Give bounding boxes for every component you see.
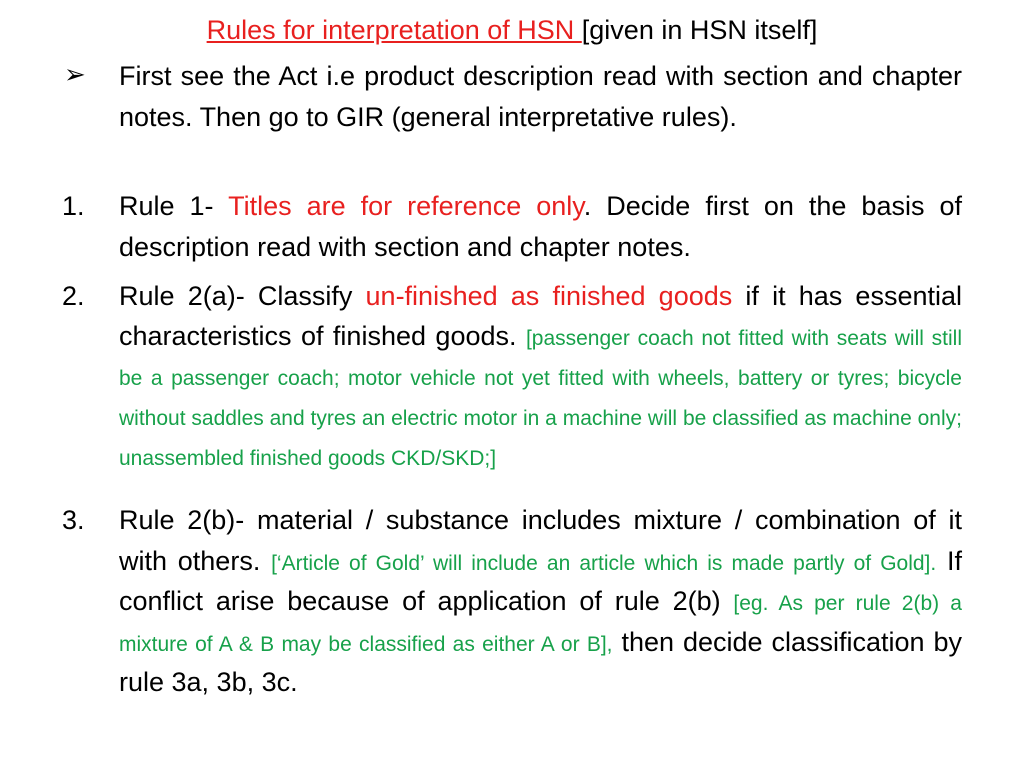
rule-prefix: Rule 2(a)- Classify: [119, 281, 366, 311]
rule-item-3: [62, 500, 962, 703]
rule-prefix: Rule 1-: [119, 191, 229, 221]
rule-text: [119, 276, 962, 476]
rule-item-2: [62, 276, 962, 476]
rule-rest: if it has essential characteristics of finished goods.: [119, 281, 962, 351]
rule-mid: If conflict arise because of application of rule 2(b): [119, 545, 963, 616]
arrow-bullet-icon: ➢: [64, 59, 86, 89]
rule-prefix: Rule 2(b)- material / substance includes mixture / combination of it with others.: [119, 505, 962, 576]
slide-title: [0, 12, 1024, 48]
title-red-text: Rules for interpretation of HSN: [206, 15, 582, 45]
rule-note: [eg. As per rule 2(b) a mixture of A & B may be classified as either A or B],: [119, 592, 962, 656]
rule-note: [‘Article of Gold’ will include an article which is made partly of Gold].: [271, 551, 937, 575]
rule-highlight: un-finished as finished goods: [365, 281, 733, 311]
title-black-text: [given in HSN itself]: [581, 15, 818, 45]
rule-note: [passenger coach not fitted with seats will still be a passenger coach; motor vehicle not yet fitted with wheels, battery or tyres; bicycle without saddles and tyres an electric motor in a machine will be classified as machine only; unassembled finished goods CKD/SKD;]: [119, 327, 962, 470]
rule-rest: . Decide first on the basis of description read with section and chapter notes.: [119, 191, 962, 262]
rule-number: 3.: [62, 505, 85, 535]
rule-number: 2.: [62, 281, 85, 311]
rule-text: [119, 500, 962, 703]
intro-bullet-item: [62, 56, 962, 137]
rule-text: [119, 186, 962, 267]
rule-highlight: Titles are for reference only: [228, 191, 584, 221]
rule-number: 1.: [62, 191, 85, 221]
intro-text: First see the Act i.e product description read with section and chapter notes. Then go to GIR (general interpretative rules).: [119, 61, 962, 132]
rule-rest: then decide classification by rule 3a, 3b, 3c.: [119, 626, 962, 697]
rule-item-1: [62, 186, 962, 267]
